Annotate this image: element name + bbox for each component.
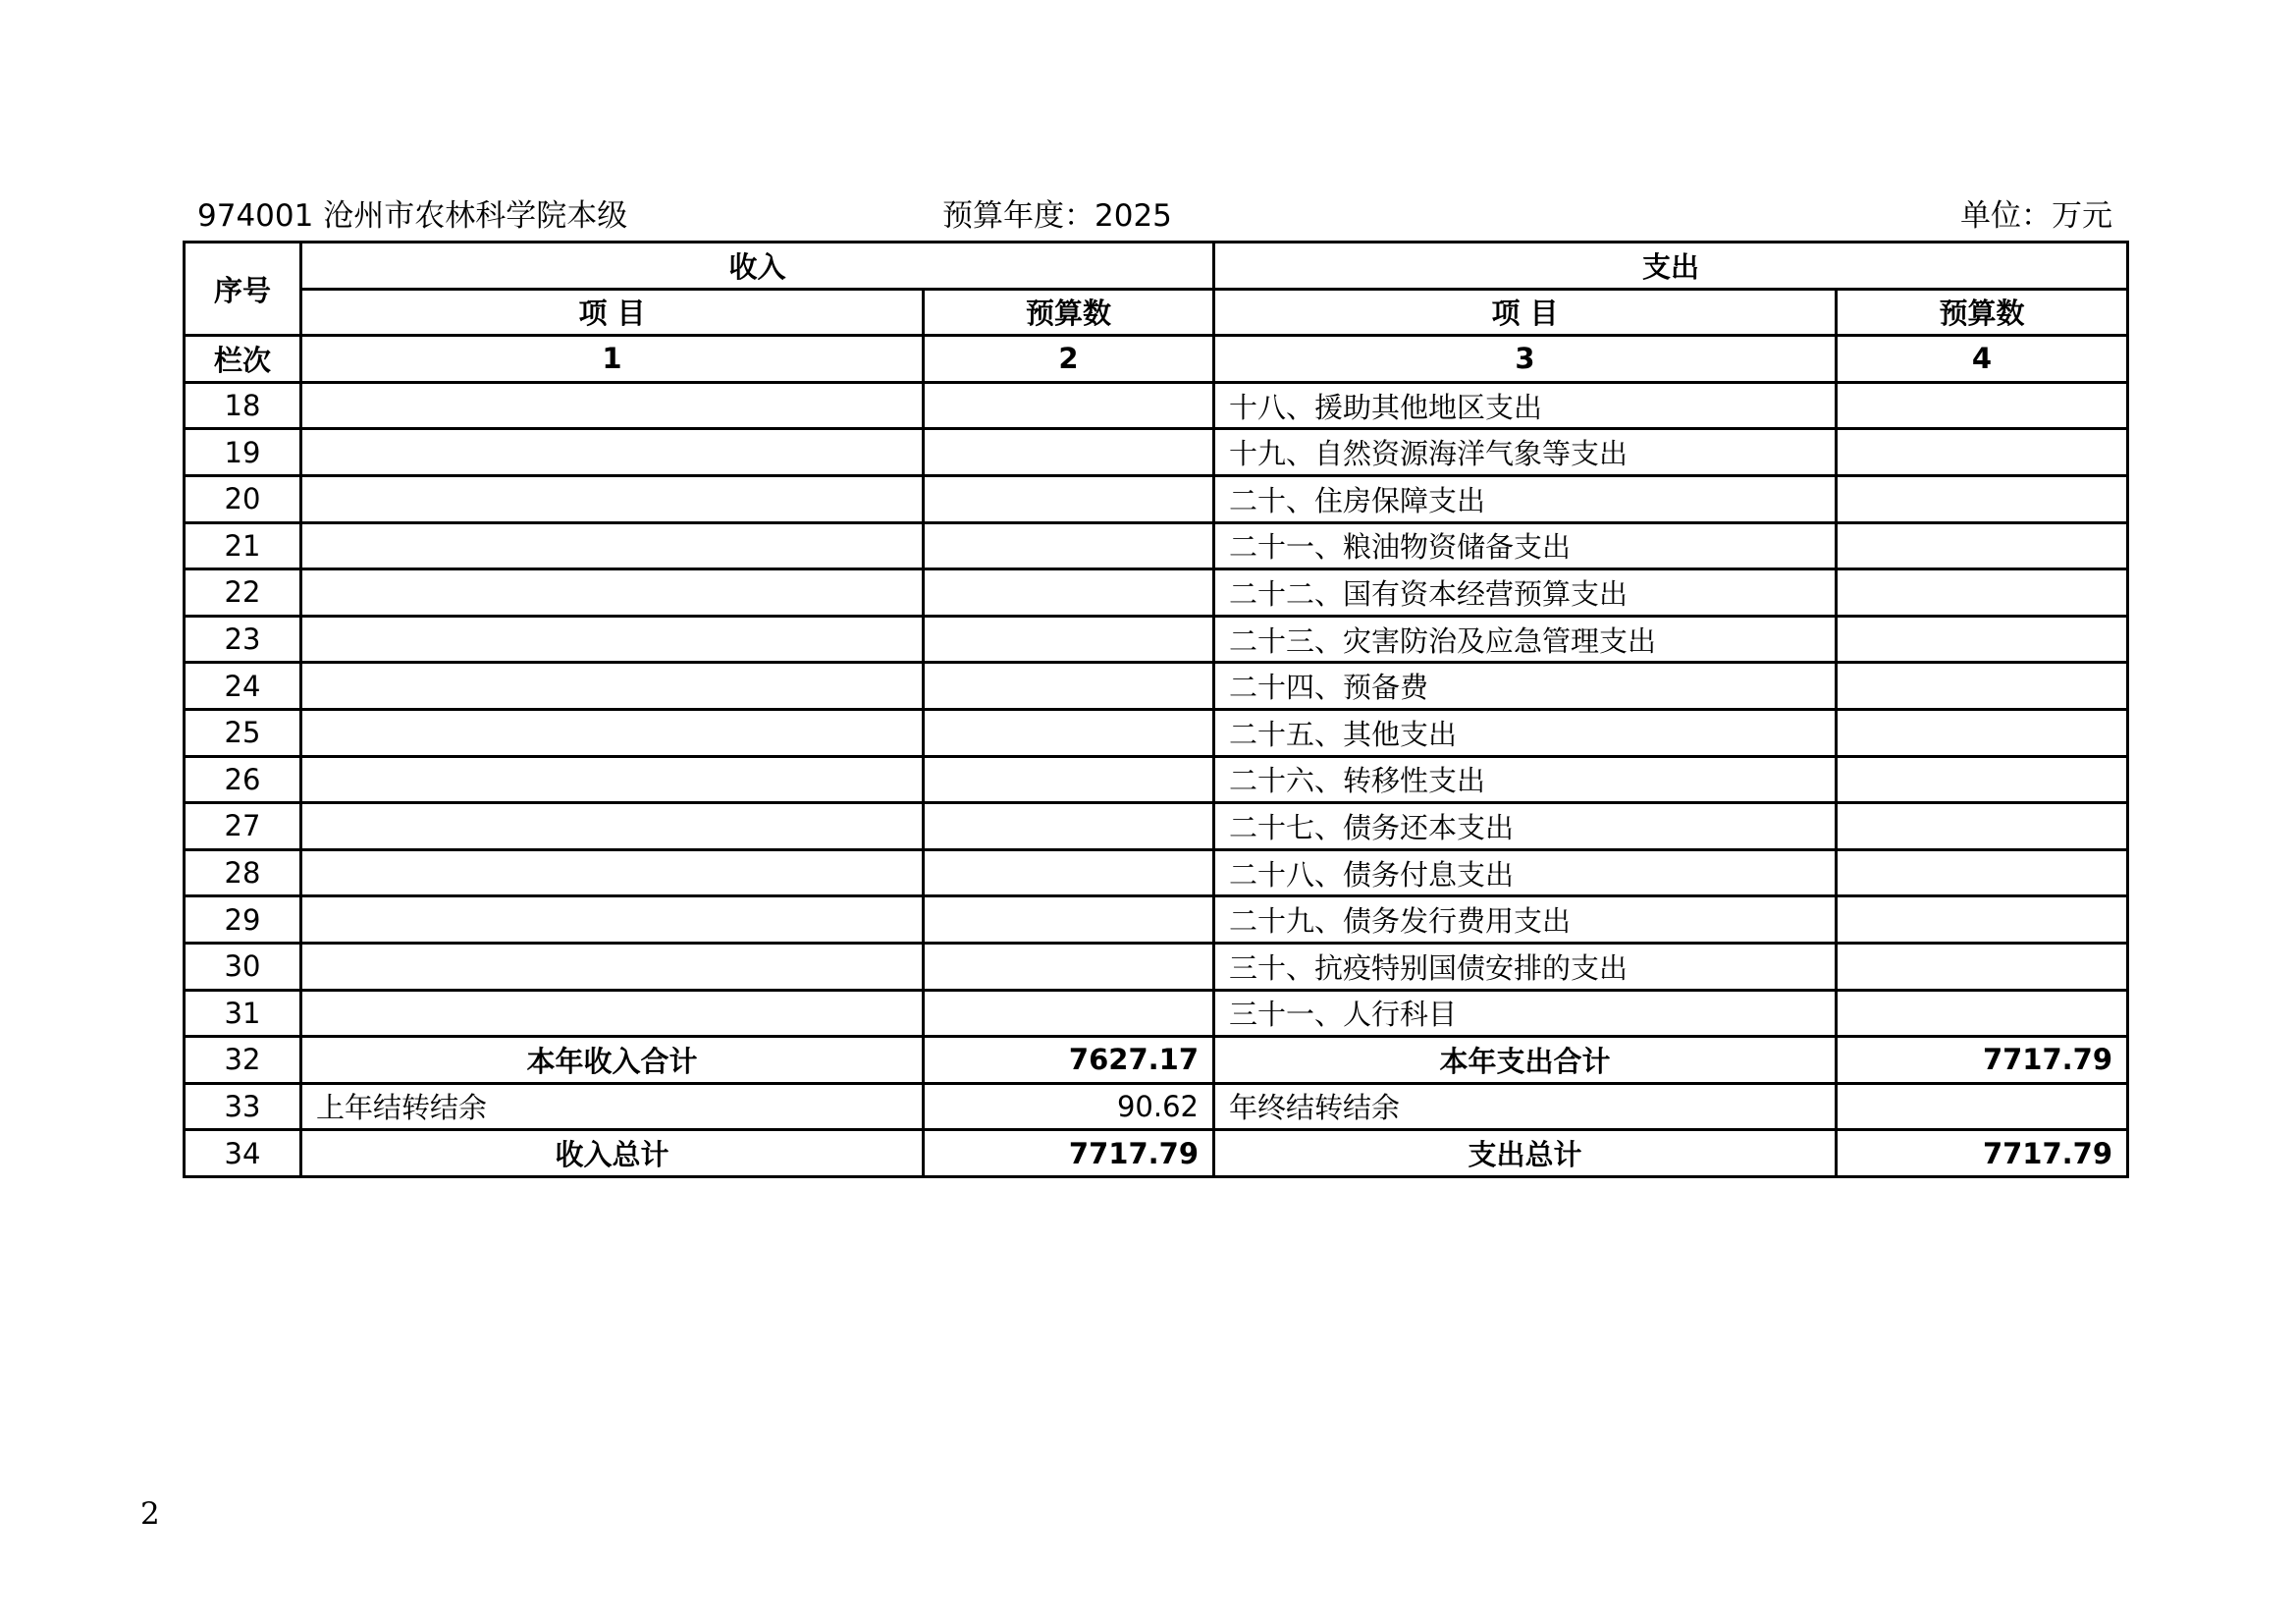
row-seq: 32 [185, 1037, 301, 1084]
income-item [301, 849, 924, 896]
income-item [301, 569, 924, 617]
income-amount [924, 616, 1214, 663]
table-row [185, 616, 2128, 663]
expense-amount [1837, 990, 2128, 1037]
income-amount [924, 663, 1214, 710]
column-row-label: 栏次 [185, 336, 301, 383]
income-amount [924, 475, 1214, 522]
row-seq: 26 [185, 756, 301, 803]
expense-item: 二十二、国有资本经营预算支出 [1214, 569, 1837, 617]
expense-item-header: 项 目 [1214, 289, 1837, 336]
income-item [301, 990, 924, 1037]
grand-expense-total-amount: 7717.79 [1837, 1130, 2128, 1177]
carryover-income-amount: 90.62 [924, 1083, 1214, 1130]
row-seq: 19 [185, 429, 301, 476]
row-seq: 33 [185, 1083, 301, 1130]
expense-item: 三十、抗疫特别国债安排的支出 [1214, 943, 1837, 990]
expense-amount [1837, 849, 2128, 896]
expense-amount [1837, 709, 2128, 756]
row-seq: 34 [185, 1130, 301, 1177]
income-amount [924, 382, 1214, 429]
expense-amount [1837, 522, 2128, 569]
table-row [185, 569, 2128, 617]
annual-income-total-label: 本年收入合计 [301, 1037, 924, 1084]
header-row-sub [185, 289, 2128, 336]
column-number-2: 2 [924, 336, 1214, 383]
budget-year: 预算年度：2025 [942, 198, 1172, 234]
income-amount [924, 990, 1214, 1037]
annual-income-total-amount: 7627.17 [924, 1037, 1214, 1084]
income-amount [924, 569, 1214, 617]
expense-amount [1837, 803, 2128, 850]
income-amount [924, 429, 1214, 476]
column-number-3: 3 [1214, 336, 1837, 383]
income-amount [924, 709, 1214, 756]
row-seq: 22 [185, 569, 301, 617]
annual-expense-total-amount: 7717.79 [1837, 1037, 2128, 1084]
grand-expense-total-label: 支出总计 [1214, 1130, 1837, 1177]
report-header [183, 187, 2112, 238]
income-amount [924, 803, 1214, 850]
row-seq: 27 [185, 803, 301, 850]
income-item [301, 382, 924, 429]
expense-item: 二十五、其他支出 [1214, 709, 1837, 756]
seq-header: 序号 [185, 243, 301, 336]
carryover-expense-label: 年终结转结余 [1214, 1083, 1837, 1130]
expense-item: 二十六、转移性支出 [1214, 756, 1837, 803]
income-item [301, 663, 924, 710]
income-item [301, 943, 924, 990]
income-amount [924, 943, 1214, 990]
expense-amount [1837, 382, 2128, 429]
grand-total-row [185, 1130, 2128, 1177]
income-item [301, 803, 924, 850]
annual-expense-total-label: 本年支出合计 [1214, 1037, 1837, 1084]
column-number-4: 4 [1837, 336, 2128, 383]
expense-amount [1837, 616, 2128, 663]
row-seq: 29 [185, 896, 301, 944]
row-seq: 25 [185, 709, 301, 756]
expense-amount [1837, 943, 2128, 990]
income-header: 收入 [301, 243, 1214, 290]
row-seq: 24 [185, 663, 301, 710]
annual-total-row [185, 1037, 2128, 1084]
row-seq: 31 [185, 990, 301, 1037]
expense-item: 十八、援助其他地区支出 [1214, 382, 1837, 429]
expense-amount [1837, 896, 2128, 944]
expense-item: 二十、住房保障支出 [1214, 475, 1837, 522]
expense-amount [1837, 756, 2128, 803]
table-row [185, 896, 2128, 944]
expense-amount [1837, 475, 2128, 522]
row-seq: 28 [185, 849, 301, 896]
carryover-income-label: 上年结转结余 [301, 1083, 924, 1130]
budget-table [183, 241, 2129, 1178]
header-row-main [185, 243, 2128, 290]
expense-item: 二十八、债务付息支出 [1214, 849, 1837, 896]
expense-item: 二十一、粮油物资储备支出 [1214, 522, 1837, 569]
row-seq: 18 [185, 382, 301, 429]
grand-income-total-label: 收入总计 [301, 1130, 924, 1177]
expense-item: 三十一、人行科目 [1214, 990, 1837, 1037]
expense-item: 十九、自然资源海洋气象等支出 [1214, 429, 1837, 476]
table-row [185, 522, 2128, 569]
row-seq: 30 [185, 943, 301, 990]
row-seq: 20 [185, 475, 301, 522]
table-row [185, 709, 2128, 756]
income-item [301, 475, 924, 522]
table-row [185, 382, 2128, 429]
table-row [185, 429, 2128, 476]
income-amount [924, 849, 1214, 896]
row-seq: 21 [185, 522, 301, 569]
expense-header: 支出 [1214, 243, 2128, 290]
table-row [185, 849, 2128, 896]
carryover-expense-amount [1837, 1083, 2128, 1130]
table-row [185, 803, 2128, 850]
income-amount [924, 896, 1214, 944]
expense-amount [1837, 569, 2128, 617]
expense-item: 二十七、债务还本支出 [1214, 803, 1837, 850]
income-item-header: 项 目 [301, 289, 924, 336]
income-amount [924, 756, 1214, 803]
income-item [301, 616, 924, 663]
expense-item: 二十三、灾害防治及应急管理支出 [1214, 616, 1837, 663]
income-item [301, 709, 924, 756]
table-row [185, 756, 2128, 803]
income-item [301, 896, 924, 944]
income-amount [924, 522, 1214, 569]
table-row [185, 663, 2128, 710]
expense-item: 二十四、预备费 [1214, 663, 1837, 710]
page-number: 2 [140, 1496, 160, 1532]
grand-income-total-amount: 7717.79 [924, 1130, 1214, 1177]
currency-unit: 单位：万元 [1960, 198, 2112, 234]
carryover-row [185, 1083, 2128, 1130]
income-item [301, 756, 924, 803]
row-seq: 23 [185, 616, 301, 663]
income-item [301, 429, 924, 476]
income-budget-header: 预算数 [924, 289, 1214, 336]
expense-amount [1837, 663, 2128, 710]
table-row [185, 943, 2128, 990]
column-number-row [185, 336, 2128, 383]
expense-amount [1837, 429, 2128, 476]
expense-item: 二十九、债务发行费用支出 [1214, 896, 1837, 944]
table-row [185, 475, 2128, 522]
table-row [185, 990, 2128, 1037]
column-number-1: 1 [301, 336, 924, 383]
expense-budget-header: 预算数 [1837, 289, 2128, 336]
income-item [301, 522, 924, 569]
unit-name: 974001 沧州市农林科学院本级 [197, 198, 628, 234]
